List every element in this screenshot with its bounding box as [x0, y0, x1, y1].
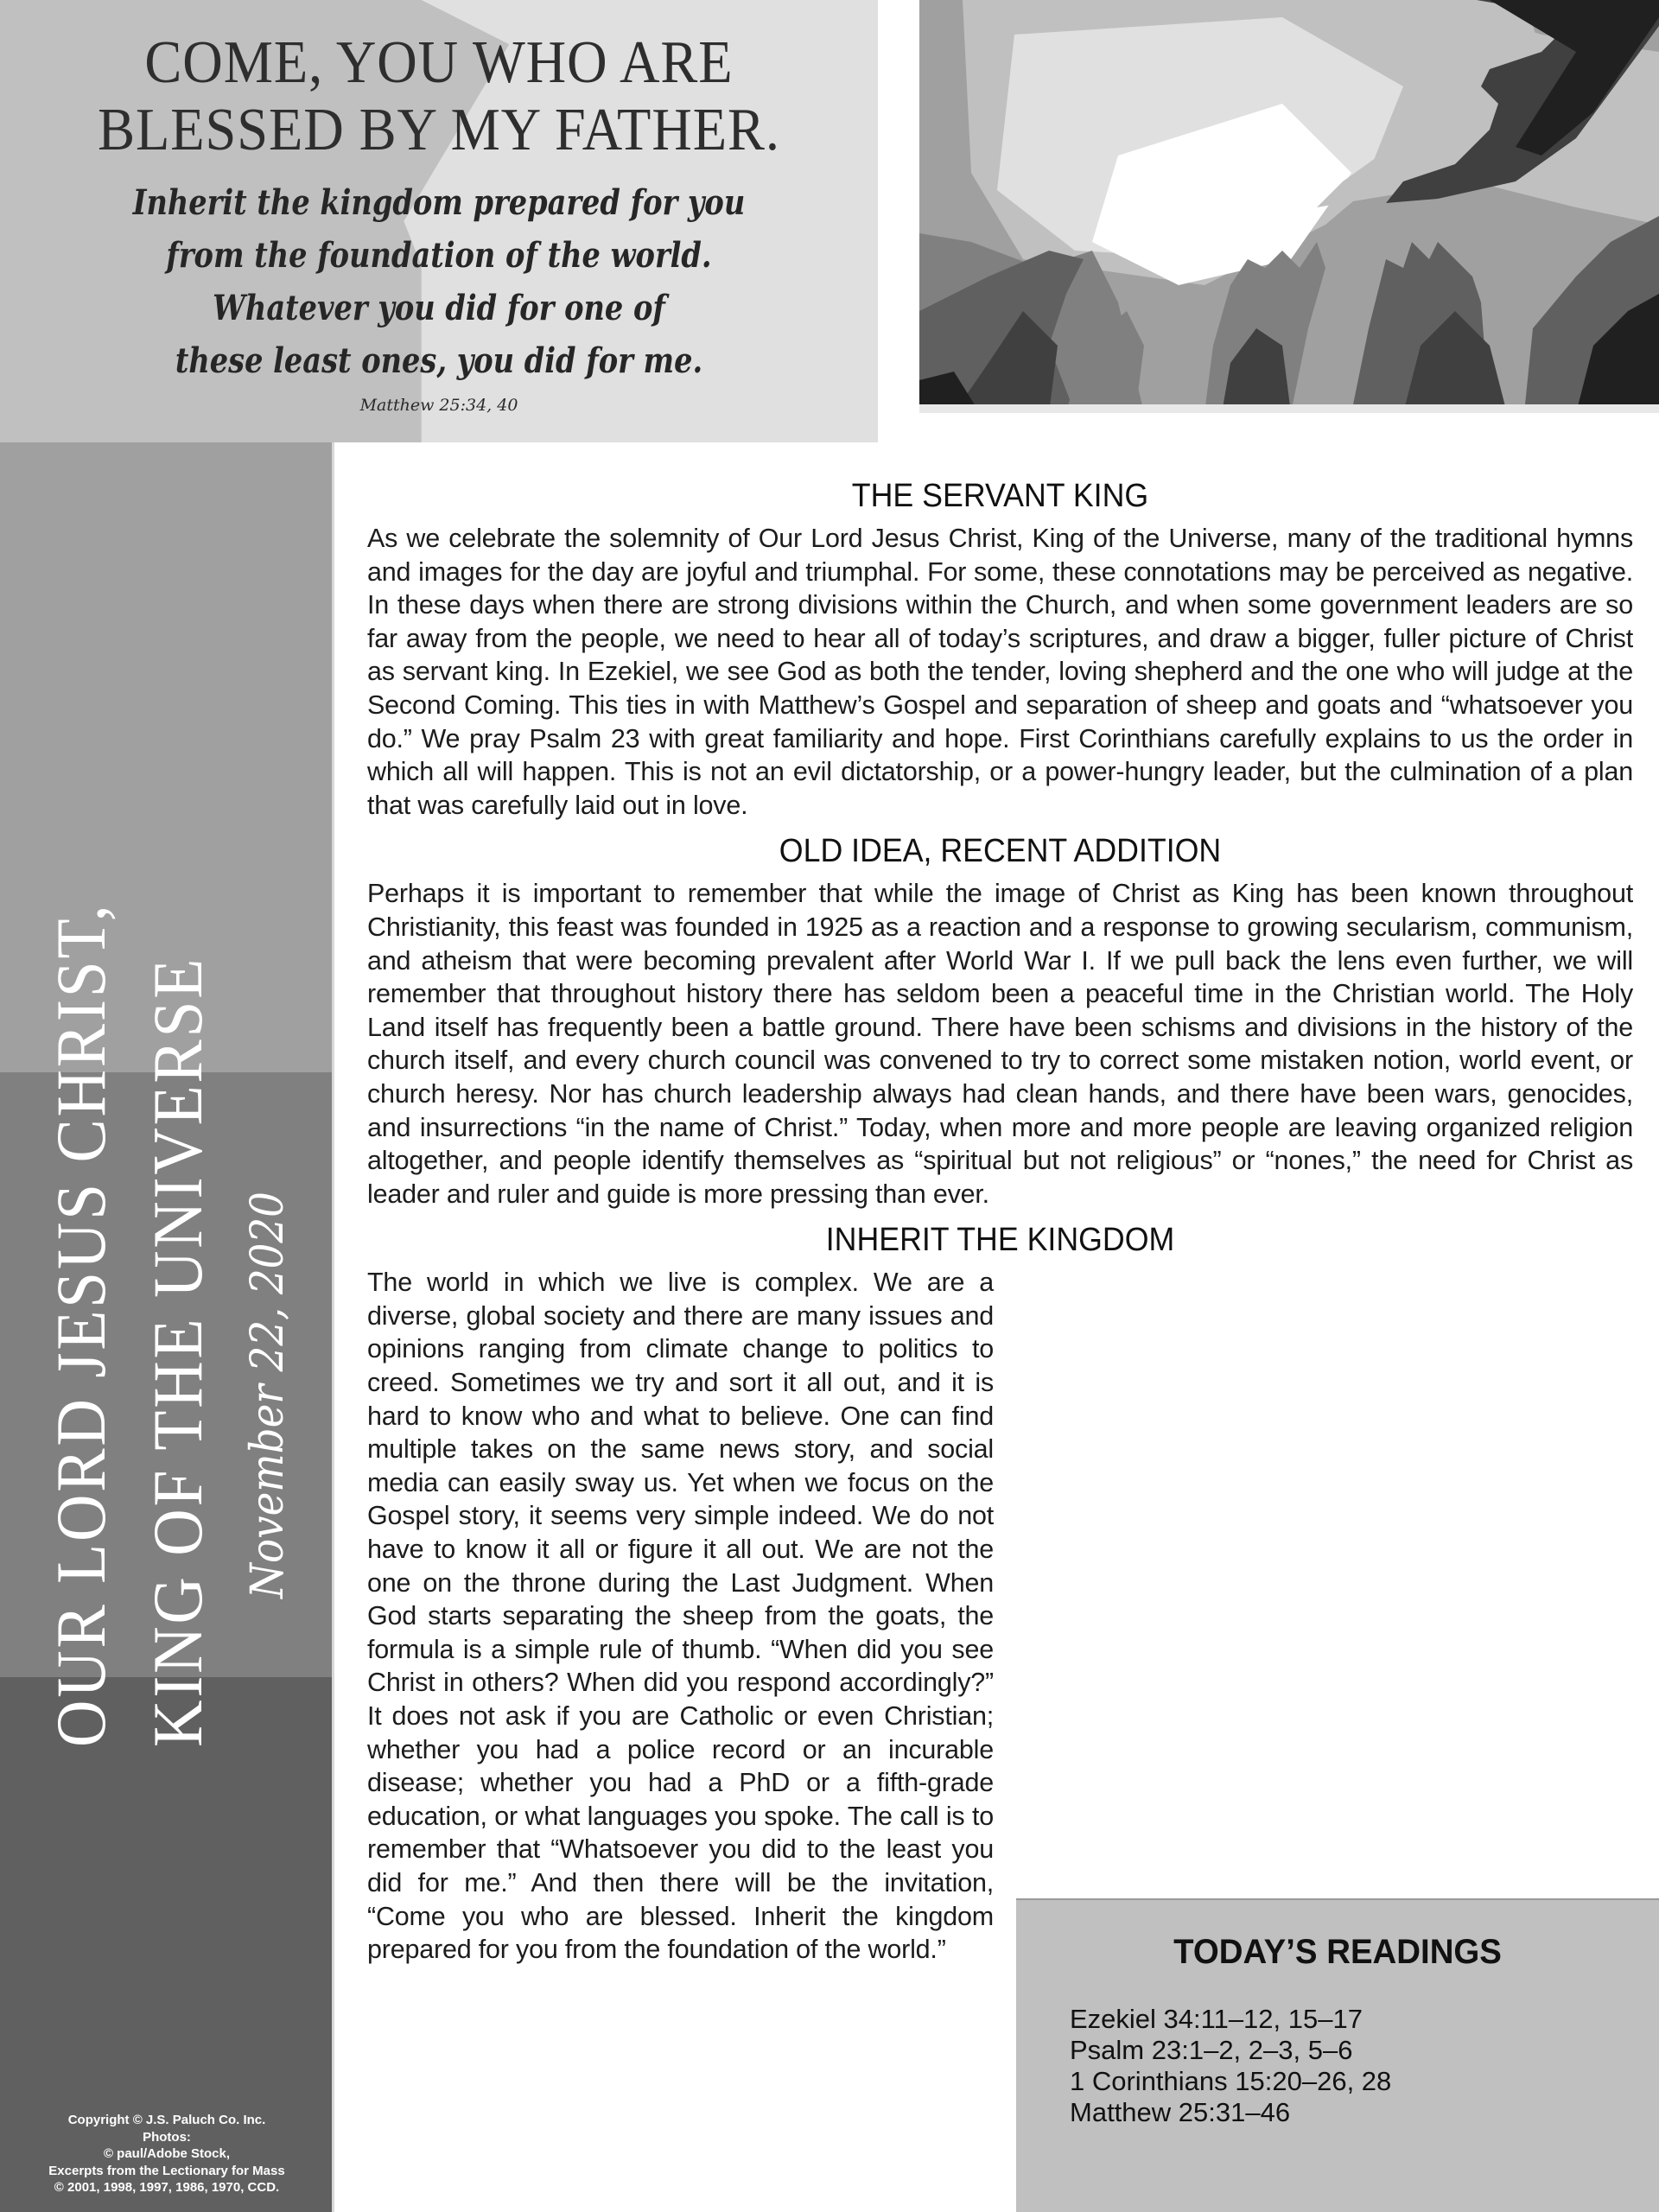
- article-body: [367, 475, 1633, 2009]
- readings-title: TODAY’S READINGS: [1173, 1933, 1502, 1971]
- reaching-hands-illustration-icon: [919, 0, 1659, 413]
- sidebar-divider: [332, 442, 334, 2212]
- sidebar-feast-banner: [0, 442, 334, 2212]
- reading-item: Psalm 23:1–2, 2–3, 5–6: [1070, 2035, 1353, 2065]
- feast-date: November 22, 2020: [242, 1192, 294, 1599]
- reading-item: Matthew 25:31–46: [1070, 2097, 1291, 2127]
- todays-readings-box: [1016, 1898, 1659, 2212]
- copyright-line: © paul/Adobe Stock,: [103, 2146, 231, 2161]
- feast-title-vertical: [33, 710, 318, 1747]
- copyright-line: Copyright © J.S. Paluch Co. Inc.: [67, 2113, 266, 2127]
- copyright-line: Excerpts from the Lectionary for Mass: [48, 2163, 285, 2178]
- section-heading-servant-king: THE SERVANT KING: [851, 478, 1149, 514]
- quote-line: Inherit the kingdom prepared for you: [132, 182, 746, 223]
- section-heading-old-idea: OLD IDEA, RECENT ADDITION: [779, 833, 1222, 870]
- copyright-line: © 2001, 1998, 1997, 1986, 1970, CCD.: [54, 2180, 280, 2195]
- feast-title-line-1: OUR LORD JESUS CHRIST,: [41, 902, 120, 1747]
- readings-list: [1070, 2004, 1391, 2128]
- copyright-line: Photos:: [143, 2129, 191, 2145]
- reading-item: 1 Corinthians 15:20–26, 28: [1070, 2066, 1392, 2096]
- header-title-line: BLESSED BY MY FATHER.: [98, 97, 780, 163]
- section-body-inherit-kingdom-wrap: [367, 1266, 1633, 1966]
- header-title-line: COME, YOU WHO ARE: [144, 29, 734, 96]
- section-body-servant-king: As we celebrate the solemnity of Our Lord Jesus Christ, King of the Universe, many of the traditional hymns and images for the day are joyful and triumphal. For some, these connotations may be perceived as negative. In these days when there are strong divisions within the Church, and when some government leaders are so far away from the people, we need to hear all of today’s scriptures, and draw a bigger, fuller picture of Christ as servant king. In Ezekiel, we see God as both the tender, loving shepherd and the one who will judge at the Second Coming. This ties in with Matthew’s Gospel and separation of sheep and goats and “whatsoever you do.” We pray Psalm 23 with great familiarity and hope. First Corinthians carefully explains to us the order in which all will happen. This is not an evil dictatorship, or a power-hungry leader, but the culmination of a plan that was carefully laid out in love.: [367, 524, 1633, 820]
- feast-title-line-2: KING OF THE UNIVERSE: [138, 956, 217, 1747]
- quote-line: from the foundation of the world.: [166, 235, 712, 276]
- header-quote-content: [0, 0, 878, 442]
- section-body-old-idea: Perhaps it is important to remember that while the image of Christ as King has been known throughout Christianity, this feast was founded in 1925 as a reaction and a response to growing secularism, communism, and atheism that were becoming prevalent after World War I. If we pull back the lens even further, we will remember that throughout history there has seldom been a peaceful time in the Christian world. The Holy Land itself has frequently been a battle ground. There have been schisms and divisions in the history of the church itself, and every church council was convened to try to correct some mistaken notion, world event, or church heresy. Nor has church leadership always had clean hands, and there have been wars, genocides, and insurrections “in the name of Christ.” Today, when more and more people are leaving organized religion altogether, and people identify themselves as “spiritual but not religious” or “nones,” the need for Christ as leader and ruler and guide is more pressing than ever.: [367, 879, 1633, 1209]
- quote-line: Whatever you did for one of: [213, 288, 665, 328]
- header-title: [35, 29, 843, 164]
- quote-line: these least ones, you did for me.: [175, 340, 703, 381]
- copyright-notice: [0, 2112, 334, 2196]
- section-body-inherit-kingdom: The world in which we live is complex. We are a diverse, global society and there are many issues and opinions ranging from climate change to politics to creed. Sometimes we try and sort it all out, and it is hard to know who and what to believe. One can find multiple takes on the same news story, and social media can easily sway us. Yet when we focus on the Gospel story, it seems very simple indeed. We do not have to know it all or figure it all out. We are not the one on the throne during the Last Judgment. When God starts separating the sheep from the goats, the formula is a simple rule of thumb. “When did you see Christ in others? When did you respond accordingly?” It does not ask if you are Catholic or even Christian; whether you had a police record or an incurable disease; whether you had a PhD or a fifth-grade education, or what languages you spoke. The call is to remember that “Whatsoever you did to the least you did for me.” And then there will be the invitation, “Come you who are blessed. Inherit the kingdom prepared for you from the foundation of the world.”: [367, 1268, 994, 1965]
- sidebar-band-light: [0, 442, 334, 631]
- section-heading-inherit-kingdom: INHERIT THE KINGDOM: [825, 1222, 1175, 1259]
- header-quote: [70, 176, 807, 387]
- header-quote-panel: [0, 0, 878, 442]
- reading-item: Ezekiel 34:11–12, 15–17: [1070, 2004, 1363, 2034]
- quote-citation: Matthew 25:34, 40: [359, 396, 518, 415]
- hero-image-reaching-hands: [919, 0, 1659, 413]
